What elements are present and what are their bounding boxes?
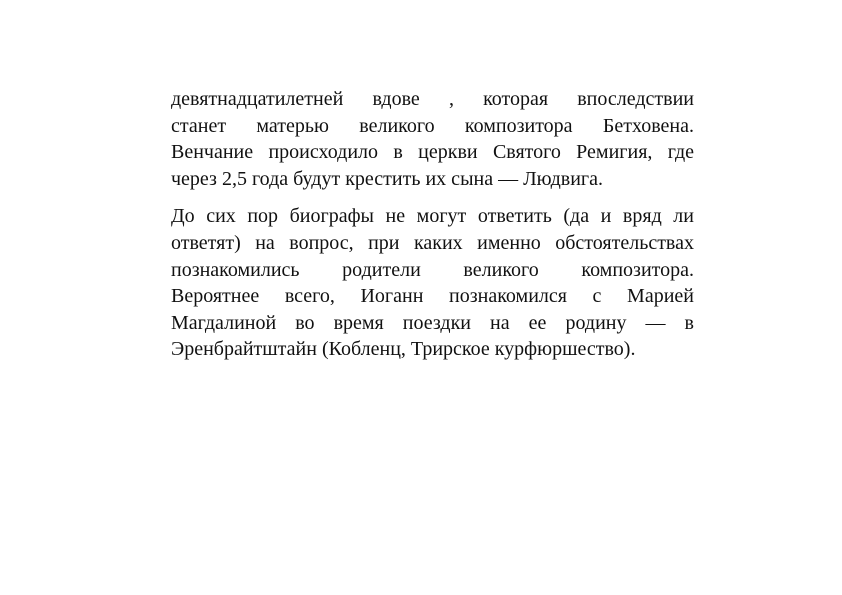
text-line: Вероятнее всего, Иоганн познакомился с Марией [171,285,694,308]
text-line: познакомились родители великого композитора. [171,258,694,281]
text-line: Эренбрайтштайн (Кобленц, Трирское курфюршество). [171,338,636,361]
text-line: ответят) на вопрос, при каких именно обстоятельствах [171,231,694,254]
paragraph-2 [171,203,694,363]
body-text [171,86,694,363]
text-line: через 2,5 года будут крестить их сына — Людвига. [171,167,603,190]
paragraph-1 [171,86,694,192]
text-line: Магдалиной во время поездки на ее родину — в [171,311,694,334]
text-line: станет матерью великого композитора Бетховена. [171,114,694,137]
text-line: Венчание происходило в церкви Святого Ремигия, где [171,141,694,164]
text-line: До сих пор биографы не могут ответить (да и вряд ли [171,205,694,228]
text-line: девятнадцатилетней вдове , которая впоследствии [171,88,694,110]
